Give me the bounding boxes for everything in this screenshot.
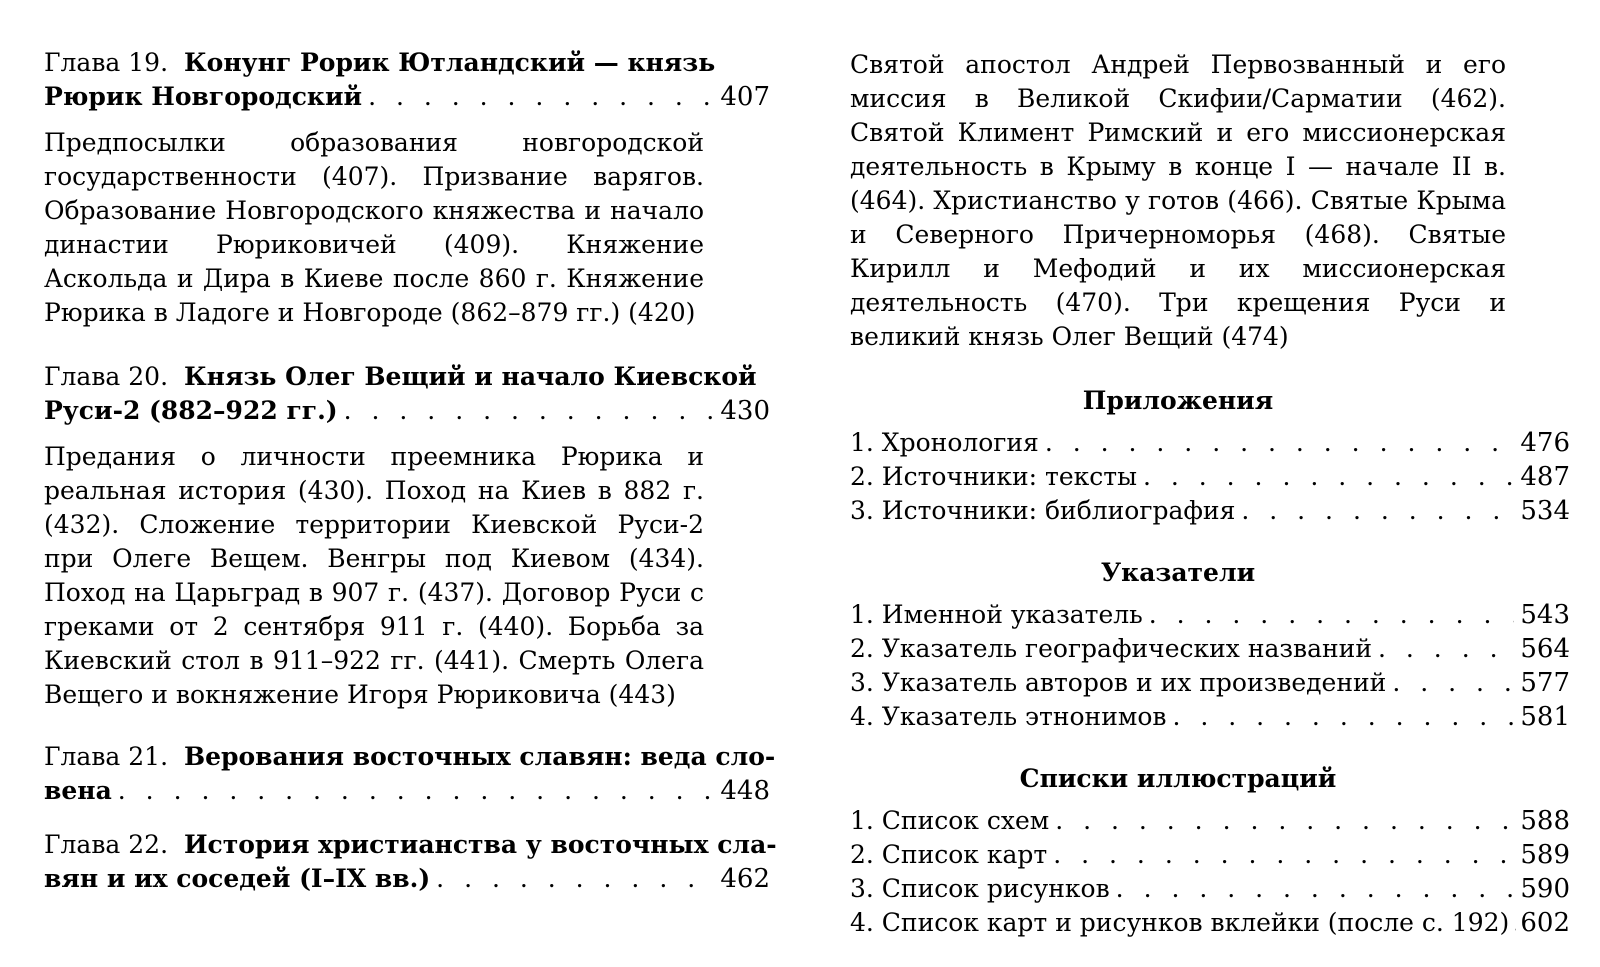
leader-dots (344, 394, 715, 428)
leader-dots (1053, 838, 1514, 872)
chapter-title: Князь Олег Вещий и начало Киевской (183, 362, 757, 391)
leader-dots (1172, 700, 1514, 734)
chapter-20-entry (44, 360, 770, 428)
leader-dots (368, 80, 714, 114)
right-column (850, 0, 1570, 940)
list-item: 3. Указатель авторов и их произведений . . . 577 (850, 666, 1570, 700)
chapter-prefix: Глава 19. (44, 48, 169, 77)
chapter-title-cont: вена (44, 776, 112, 805)
leader-dots (1513, 906, 1516, 940)
appendices-heading: Приложения (1082, 386, 1274, 415)
leader-dots (1149, 598, 1515, 632)
chapter-20-description: Предания о личности преемника Рюрика и реальная история (430). Поход на Киев в 882 г. (432). Сложение территории Киевской Руси-2 при Олеге Вещем. Венгры под Киевом (434). Поход на Царьград в 907 г. (437). Договор Руси с греками от 2 сентября 911 г. (440). Борьба за Киевский стол в 911–922 гг. (441). Смерть Олега Вещего и вокняжение Игоря Рюриковича (443) (44, 442, 704, 709)
list-item: 4. Указатель этнонимов . . . 581 (850, 700, 1570, 734)
illustrations-heading: Списки иллюстраций (1019, 764, 1337, 793)
chapter-22-entry (44, 828, 777, 896)
list-item: 4. Список карт и рисунков вклейки (после с. 192) . . . 602 (850, 906, 1570, 940)
list-item: 2. Список карт . . . 589 (850, 838, 1570, 872)
leader-dots (118, 774, 715, 808)
chapter-title-cont: вян и их соседей (I–IX вв.) (44, 864, 431, 893)
chapter-page-number: 407 (720, 82, 770, 112)
leader-dots (1241, 494, 1514, 528)
list-item: 1. Именной указатель . . . 543 (850, 598, 1570, 632)
chapter-page-number: 462 (720, 864, 770, 894)
left-column (44, 0, 777, 896)
list-item: 1. Список схем . . . 588 (850, 804, 1570, 838)
chapter-prefix: Глава 21. (44, 742, 169, 771)
list-item: 2. Указатель географических названий . . . 564 (850, 632, 1570, 666)
leader-dots (1116, 872, 1515, 906)
leader-dots (1143, 460, 1514, 494)
list-item: 2. Источники: тексты . . . 487 (850, 460, 1570, 494)
list-item: 1. Хронология . . . 476 (850, 426, 1570, 460)
indexes-heading: Указатели (1100, 558, 1256, 587)
leader-dots (1045, 426, 1515, 460)
chapter-title: Верования восточных славян: веда сло- (183, 742, 776, 771)
list-item: 3. Источники: библиография . . . 534 (850, 494, 1570, 528)
chapter-page-number: 430 (720, 396, 770, 426)
chapter-22-description: Святой апостол Андрей Первозванный и его миссия в Великой Скифии/Сарматии (462). Святой Климент Римский и его миссионерская деятельность в Крыму в конце I — начале II в. (464). Христианство у готов (466). Святые Крыма и Северного Причерноморья (468). Святые Кирилл и Мефодий и их миссионерская деятельность (470). Три крещения Руси и великий князь Олег Вещий (474) (850, 50, 1506, 351)
leader-dots (436, 862, 714, 896)
chapter-21-entry (44, 740, 776, 808)
indexes-list (850, 598, 1570, 734)
appendices-list (850, 426, 1570, 528)
chapter-title-cont: Руси-2 (882–922 гг.) (44, 396, 338, 425)
chapter-title: Конунг Рорик Ютландский — князь (183, 48, 716, 77)
list-item: 3. Список рисунков . . . 590 (850, 872, 1570, 906)
leader-dots (1392, 666, 1514, 700)
chapter-title-cont: Рюрик Новгородский (44, 82, 363, 111)
chapter-19-entry (44, 46, 770, 114)
chapter-prefix: Глава 22. (44, 830, 169, 859)
chapter-19-description: Предпосылки образования новгородской государственности (407). Призвание варягов. Образование Новгородского княжества и начало династии Рюриковичей (409). Княжение Аскольда и Дира в Киеве после 860 г. Княжение Рюрика в Ладоге и Новгороде (862–879 гг.) (420) (44, 128, 704, 327)
chapter-title: История христианства у восточных сла- (183, 830, 777, 859)
illustrations-list (850, 804, 1570, 940)
chapter-page-number: 448 (720, 776, 770, 806)
leader-dots (1378, 632, 1514, 666)
chapter-prefix: Глава 20. (44, 362, 169, 391)
leader-dots (1055, 804, 1514, 838)
